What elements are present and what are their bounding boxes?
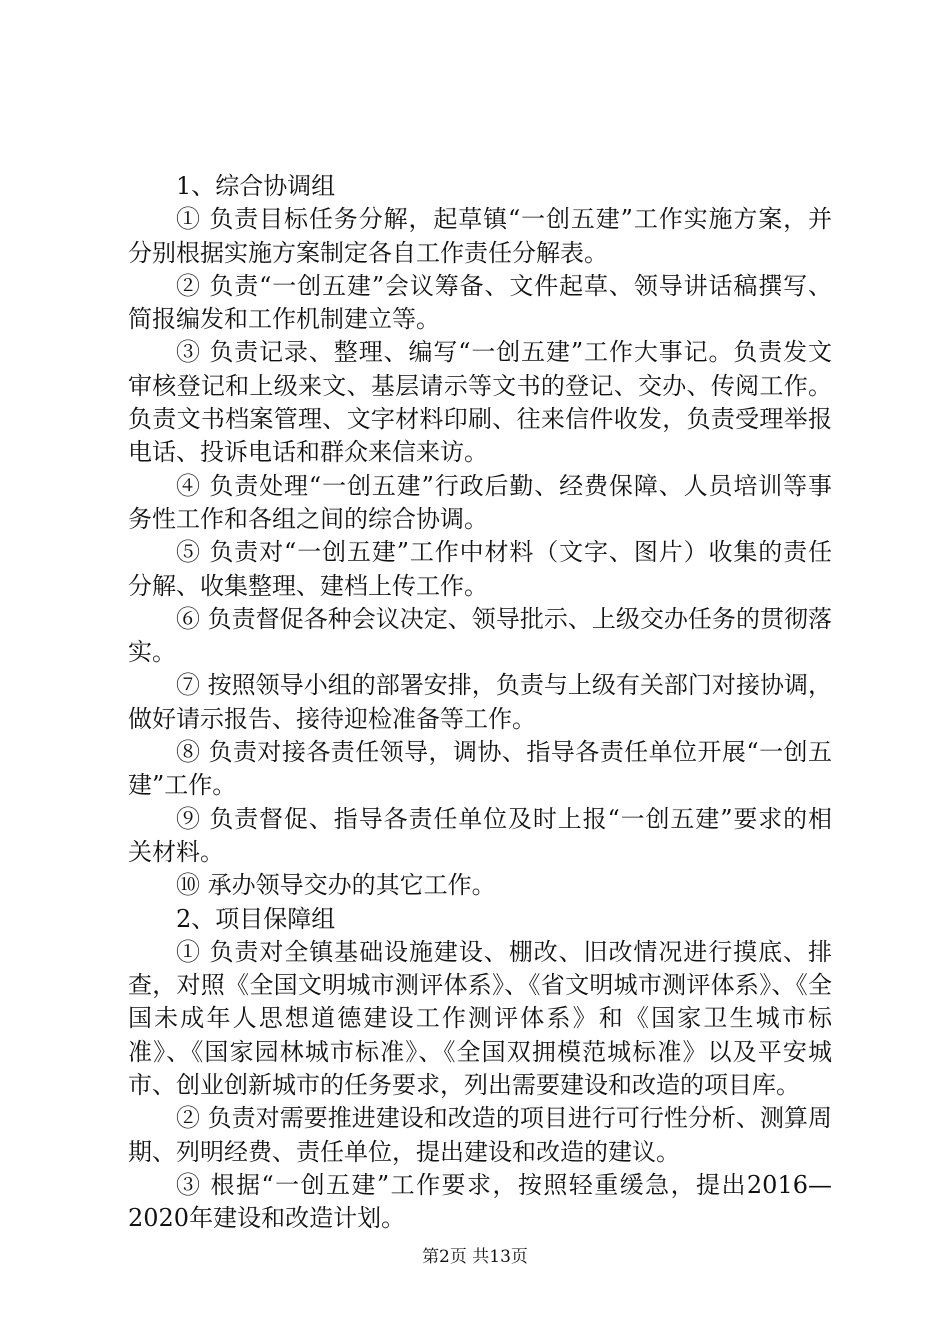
list-item: ① 负责对全镇基础设施建设、棚改、旧改情况进行摸底、排查，对照《全国文明城市测评体系》、《省文明城市测评体系》、《全国未成年人思想道德建设工作测评体系》和《国家卫生城市标准》、《国家园林城市标准》、《全国双拥模范城标准》以及平安城市、创业创新城市的任务要求，列出需要建设和改造的项目库。 [128,937,832,1100]
document-body [128,170,832,1236]
list-item: ③ 根据“一创五建”工作要求，按照轻重缓急，提出2016—2020年建设和改造计划。 [128,1170,832,1233]
list-item: ④ 负责处理“一创五建”行政后勤、经费保障、人员培训等事务性工作和各组之间的综合协调。 [128,471,832,533]
section-heading: 1、综合协调组 [176,172,336,200]
list-item: ② 负责“一创五建”会议筹备、文件起草、领导讲话稿撰写、简报编发和工作机制建立等。 [128,271,832,334]
list-item: ⑨ 负责督促、指导各责任单位及时上报“一创五建”要求的相关材料。 [128,804,832,866]
list-item: ① 负责目标任务分解，起草镇“一创五建”工作实施方案，并分别根据实施方案制定各自工作责任分解表。 [128,205,832,267]
list-item: ⑦ 按照领导小组的部署安排，负责与上级有关部门对接协调，做好请示报告、接待迎检准备等工作。 [128,671,832,733]
list-item: ⑧ 负责对接各责任领导，调协、指导各责任单位开展“一创五建”工作。 [128,738,832,800]
list-item: ③ 负责记录、整理、编写“一创五建”工作大事记。负责发文审核登记和上级来文、基层请示等文书的登记、交办、传阅工作。负责文书档案管理、文字材料印刷、往来信件收发，负责受理举报电话、投诉电话和群众来信来访。 [128,338,832,467]
page-number-footer: 第2页 共13页 [422,1247,528,1267]
list-item: ⑤ 负责对“一创五建”工作中材料（文字、图片）收集的责任分解、收集整理、建档上传工作。 [128,538,832,600]
list-item: ② 负责对需要推进建设和改造的项目进行可行性分析、测算周期、列明经费、责任单位，提出建设和改造的建议。 [128,1104,832,1166]
section-heading: 2、项目保障组 [176,904,336,933]
list-item: ⑥ 负责督促各种会议决定、领导批示、上级交办任务的贯彻落实。 [128,604,832,667]
list-item: ⑩ 承办领导交办的其它工作。 [176,871,496,900]
